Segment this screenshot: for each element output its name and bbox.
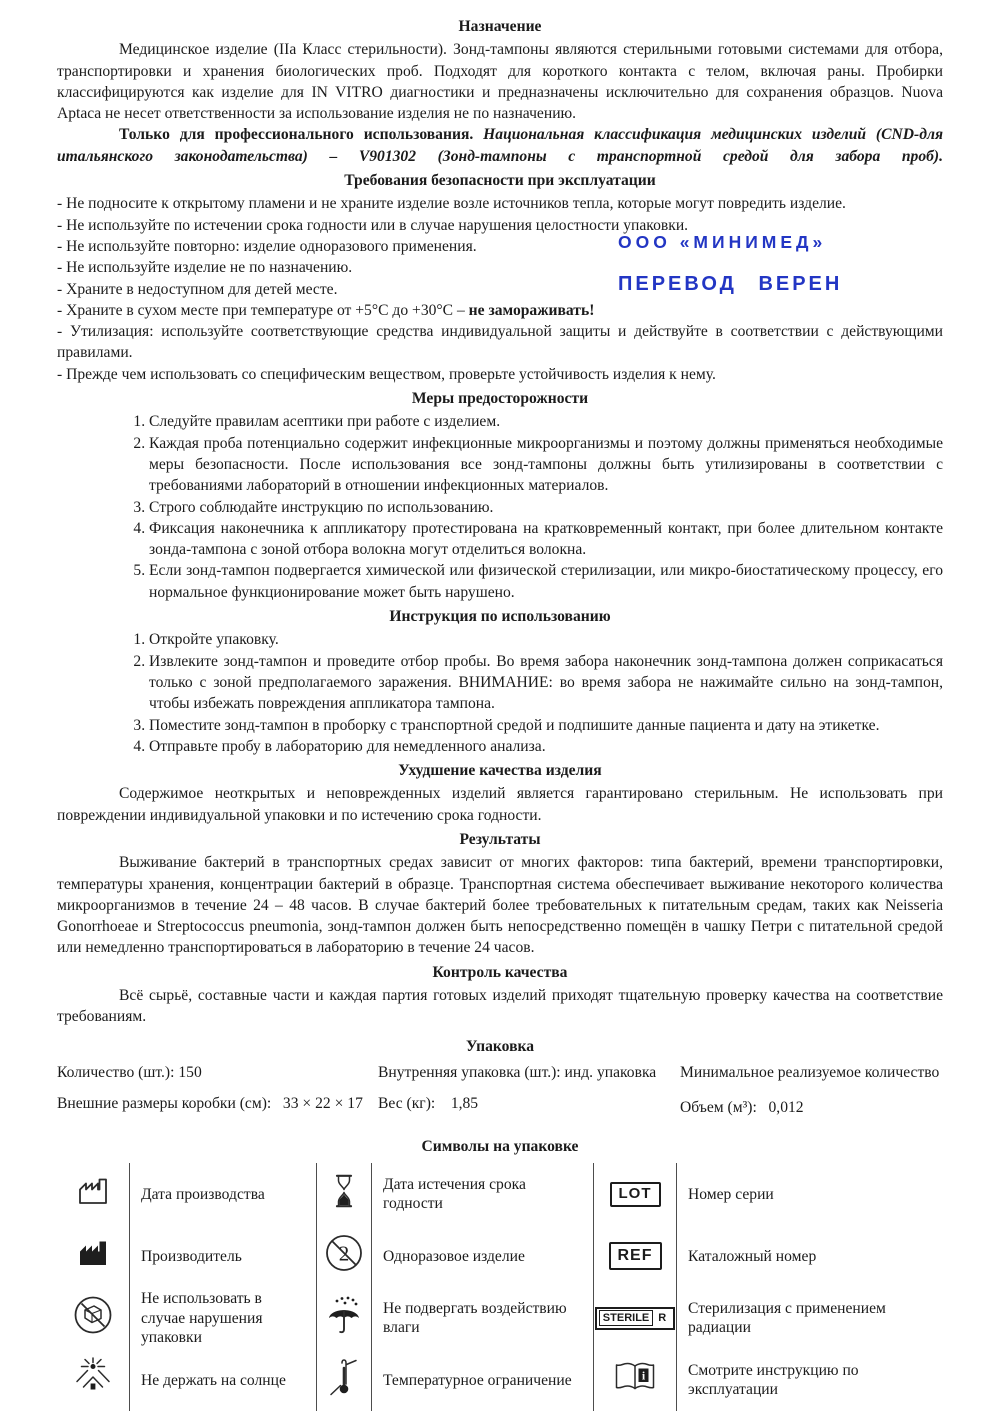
symbol-label: Не подвергать воздействию влаги [372,1287,594,1349]
sterile-method-letter: R [658,1312,667,1325]
ref-icon: REF [609,1242,662,1270]
symbol-cell [317,1287,372,1349]
list-item: 1. Откройте упаковку. [149,629,943,650]
results-heading: Результаты [459,830,541,848]
symbol-label: Каталожный номер [688,1247,817,1265]
list-item: 2. Каждая проба потенциально содержит инфекционные микроорганизмы и поэтому должны применяться необходимые меры безопасности. После использования все зонд-тампоны должны быть утилизированы в соответствии с требованиями лабораторий в отношении инфекционных материалов. [149,433,943,497]
temperature-limit-icon [327,1356,361,1404]
packaging-outer-size: Внешние размеры коробки (см): 33 × 22 × 17 [57,1095,363,1113]
classification-paragraph [57,124,943,167]
packaging-quantity: Количество (шт.): 150 [57,1063,202,1081]
symbol-label: Температурное ограничение [372,1349,594,1411]
packaging-col-1 [57,1062,377,1115]
safety-item: - Не используйте изделие не по назначению. [57,259,353,277]
safety-heading: Требования безопасности при эксплуатации [344,172,656,190]
symbol-cell [594,1287,677,1349]
symbol-cell [594,1349,677,1411]
symbol-cell [57,1287,130,1349]
symbol-label: Не держать на солнце [130,1349,317,1411]
symbol-cell [594,1163,677,1225]
symbol-label: Не использовать в случае нарушения упаковки [130,1287,317,1349]
list-item: 2. Извлеките зонд-тампон и проведите отбор пробы. Во время забора наконечник зонд-тампона должен соприкасаться только с зоной предполагаемого заражения. ВНИМАНИЕ: во время забора не нажимайте сильно на зонд-тампон, чтобы избежать повреждения аппликатора тампона. [149,651,943,715]
list-item: 4. Фиксация наконечника к аппликатору протестирована на кратковременный контакт, при более длительном контакте зонда-тампона с зоной отбора волокна могут отделиться волокна. [149,518,943,561]
lot-icon: LOT [610,1182,661,1207]
list-item: 3. Поместите зонд-тампон в проборку с транспортной средой и подпишите данные пациента и дату на этикетке. [149,715,943,736]
sterile-text: STERILE [599,1310,653,1326]
quality-heading: Контроль качества [432,963,568,981]
safety-item: - Не используйте повторно: изделие одноразового применения. [57,237,477,255]
symbol-cell [317,1163,372,1225]
safety-item: - Утилизация: используйте соответствующие средства индивидуальной защиты и действуйте в соответствии с действующими правилами. [57,323,943,362]
symbol-cell [317,1349,372,1411]
degradation-paragraph: Содержимое неоткрытых и неповрежденных изделий является гарантировано стерильным. Не использовать при повреждении индивидуальной упаковки и по истечению срока годности. [57,785,943,824]
packaging-heading: Упаковка [465,1037,535,1055]
symbol-cell [57,1163,130,1225]
single-use-digit: 2 [338,1241,350,1266]
usage-heading: Инструкция по использованию [389,608,611,626]
usage-list [57,629,943,757]
purpose-paragraph: Медицинское изделие (IIа Класс стерильности). Зонд-тампоны являются стерильными готовыми системами для отбора, транспортировки и хранения биологических проб. Подходят для короткого контакта с телом, включая раны. Пробирки классифицируются как изделие для IN VITRO диагностики и предназначены исключительно для сохранения образцов. Nuova Aptaca не несет ответственности за использование изделия не по назначению. [57,41,943,123]
manufacture-date-icon [74,1175,112,1213]
symbol-label: Одноразовое изделие [372,1225,594,1287]
symbols-heading: Символы на упаковке [421,1137,579,1155]
packaging-volume: Объем (м³): 0,012 [680,1099,804,1117]
professional-use-text: Только для профессионального использования. [119,126,484,144]
list-item: 4. Отправьте пробу в лабораторию для немедленного анализа. [149,736,943,757]
symbol-label: Производитель [130,1225,317,1287]
safety-item: - Храните в недоступном для детей месте. [57,280,338,298]
packaging-col-2 [378,1062,678,1115]
symbol-cell [594,1225,677,1287]
single-use-icon [323,1232,365,1280]
sterile-r-icon [595,1307,674,1330]
packaging-grid [57,1062,943,1126]
keep-from-sunlight-icon [72,1356,114,1404]
stamp-company-line: ООО «МИНИМЕД» [618,232,827,252]
safety-item: - Не подносите к открытому пламени и не храните изделие возле источников тепла, которые могут повредить изделие. [57,195,846,213]
packaging-inner: Внутренняя упаковка (шт.): инд. упаковка [378,1063,657,1081]
safety-item-text: - Храните в сухом месте при температуре от +5°С до +30°С – [57,301,469,319]
list-item: 3. Строго соблюдайте инструкцию по использованию. [149,497,943,518]
symbol-label: Номер серии [688,1185,774,1203]
consult-instructions-icon [613,1359,657,1401]
list-item: 5. Если зонд-тампон подвергается химической или физической стерилизации, или микро-биостатическому процессу, его нормальное функционирование может быть нарушено. [149,560,943,603]
symbol-cell [57,1349,130,1411]
precautions-list [57,411,943,603]
symbol-label: Дата производства [130,1163,317,1225]
quality-paragraph: Всё сырьё, составные части и каждая партия готовых изделий приходят тщательную проверку качества на соответствие требованиям. [57,987,943,1026]
manufacturer-icon [74,1237,112,1275]
list-item: 1. Следуйте правилам асептики при работе с изделием. [149,411,943,432]
symbol-cell [317,1225,372,1287]
packaging-col-3 [680,1062,946,1119]
precautions-heading: Меры предосторожности [411,390,589,408]
stamp-verified-line: ПЕРЕВОД ВЕРЕН [618,272,843,295]
classification-text: Национальная классификация медицинских изделий (CND-для итальянского законодательства) – V901302 (Зонд-тампоны с транспортной средой для забора проб). [57,126,943,165]
degradation-heading: Ухудшение качества изделия [398,762,602,780]
safety-item: - Не используйте по истечении срока годности или в случае нарушения целостности упаковки. [57,216,689,234]
results-paragraph: Выживание бактерий в транспортных средах зависит от многих факторов: типа бактерий, времени транспортировки, температуры хранения, концентрации бактерий в образце. Транспортная система обеспечивает выживание некоторого количества микроорганизмов в течение 24 – 48 часов. В случае бактерий более требовательных к питательным средам, таких как Neisseria Gonorrhoeae и Streptococcus pneumonia, зонд-тампон должен быть непосредственно помещён в чашку Петри с питательной средой или немедленно транспортироваться в лабораторию в течение 24 часов. [57,854,943,957]
symbol-label: Смотрите инструкцию по эксплуатации [688,1361,859,1399]
symbols-table [57,1163,943,1411]
expiry-date-icon [329,1172,359,1216]
safety-item [57,300,943,321]
info-letter: i [641,1368,646,1383]
safety-list [57,193,943,385]
packaging-weight: Вес (кг): 1,85 [378,1095,479,1113]
damaged-package-icon [72,1294,114,1342]
symbol-label: Стерилизация с применением радиации [688,1299,886,1337]
purpose-heading: Назначение [458,18,542,35]
do-not-freeze-text: не замораживать! [468,301,595,319]
packaging-min-quantity: Минимальное реализуемое количество [680,1063,940,1081]
symbol-cell [57,1225,130,1287]
safety-item: - Прежде чем использовать со специфическим веществом, проверьте устойчивость изделия к нему. [57,365,716,383]
symbol-label: Дата истечения срока годности [372,1163,594,1225]
keep-dry-icon [324,1294,364,1342]
